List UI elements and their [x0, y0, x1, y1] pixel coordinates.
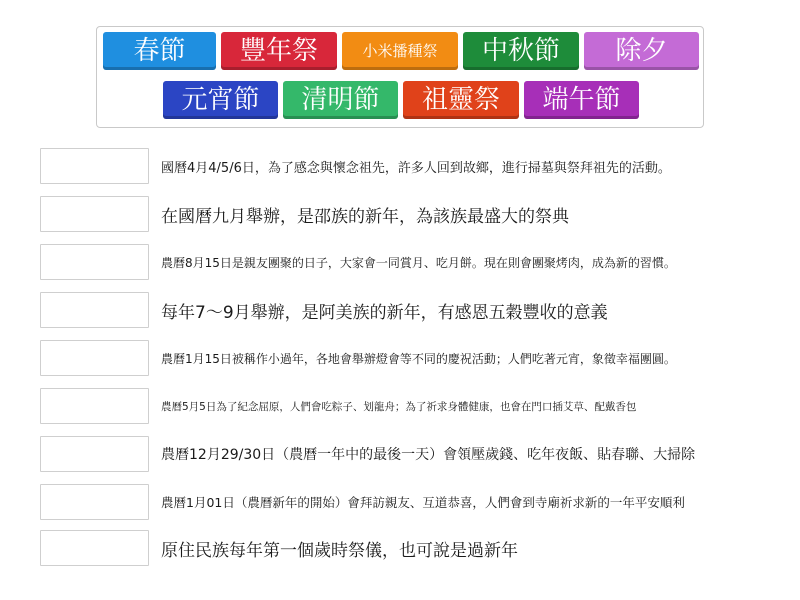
word-tile-spring-festival[interactable] [103, 32, 216, 70]
answer-drop-zone[interactable] [40, 292, 149, 328]
answer-drop-zone[interactable] [40, 244, 149, 280]
match-row [40, 340, 780, 378]
clue-text: 農曆5月5日為了紀念屈原，人們會吃粽子、划龍舟；為了祈求身體健康，也會在門口插艾草、配戴香包 [161, 400, 637, 413]
match-row [40, 484, 780, 522]
answer-drop-zone[interactable] [40, 530, 149, 566]
word-tile-millet-sowing-festival[interactable] [342, 32, 458, 70]
clue-text: 國曆4月4/5/6日，為了感念與懷念祖先，許多人回到故鄉，進行掃墓與祭拜祖先的活動。 [161, 160, 671, 176]
clue-text: 農曆1月01日（農曆新年的開始）會拜訪親友、互道恭喜，人們會到寺廟祈求新的一年平安順利 [161, 495, 685, 510]
word-tile-label: 端午節 [542, 85, 621, 115]
answer-drop-zone[interactable] [40, 484, 149, 520]
clue-text: 農曆1月15日被稱作小過年，各地會舉辦燈會等不同的慶祝活動；人們吃著元宵，象徵幸福團圓。 [161, 351, 676, 366]
word-tile-label: 小米播種祭 [362, 41, 438, 60]
answer-drop-zone[interactable] [40, 436, 149, 472]
match-row [40, 244, 780, 282]
clue-text: 每年7～9月舉辦，是阿美族的新年，有感恩五穀豐收的意義 [161, 302, 608, 323]
word-tile-label: 豐年祭 [239, 36, 318, 66]
word-tile-label: 元宵節 [181, 85, 260, 115]
word-tile-label: 祖靈祭 [421, 85, 500, 115]
answer-drop-zone[interactable] [40, 196, 149, 232]
word-tile-label: 春節 [133, 36, 186, 66]
match-row [40, 436, 780, 474]
match-row [40, 196, 780, 234]
match-row [40, 148, 780, 186]
word-tile-ancestral-spirit-festival[interactable] [403, 81, 519, 119]
clue-text: 原住民族每年第一個歲時祭儀，也可說是過新年 [161, 540, 518, 561]
match-row [40, 388, 780, 426]
word-tile-tomb-sweeping-festival[interactable] [283, 81, 398, 119]
word-bank [96, 26, 704, 128]
answer-drop-zone[interactable] [40, 340, 149, 376]
answer-drop-zone[interactable] [40, 388, 149, 424]
clue-text: 農曆8月15日是親友團聚的日子，大家會一同賞月、吃月餅。現在則會團聚烤肉，成為新的習慣。 [161, 255, 676, 270]
word-tile-dragon-boat-festival[interactable] [524, 81, 639, 119]
clue-text: 在國曆九月舉辦，是邵族的新年，為該族最盛大的祭典 [161, 206, 569, 227]
word-tile-label: 除夕 [615, 36, 668, 66]
match-row [40, 530, 780, 568]
word-tile-label: 中秋節 [481, 36, 560, 66]
clue-text: 農曆12月29/30日（農曆一年中的最後一天）會領壓歲錢、吃年夜飯、貼春聯、大掃除 [161, 447, 696, 463]
answer-drop-zone[interactable] [40, 148, 149, 184]
word-tile-label: 清明節 [301, 85, 380, 115]
word-tile-lantern-festival[interactable] [163, 81, 278, 119]
word-tile-mid-autumn-festival[interactable] [463, 32, 579, 70]
match-row [40, 292, 780, 330]
word-tile-new-years-eve[interactable] [584, 32, 699, 70]
word-tile-harvest-festival[interactable] [221, 32, 337, 70]
